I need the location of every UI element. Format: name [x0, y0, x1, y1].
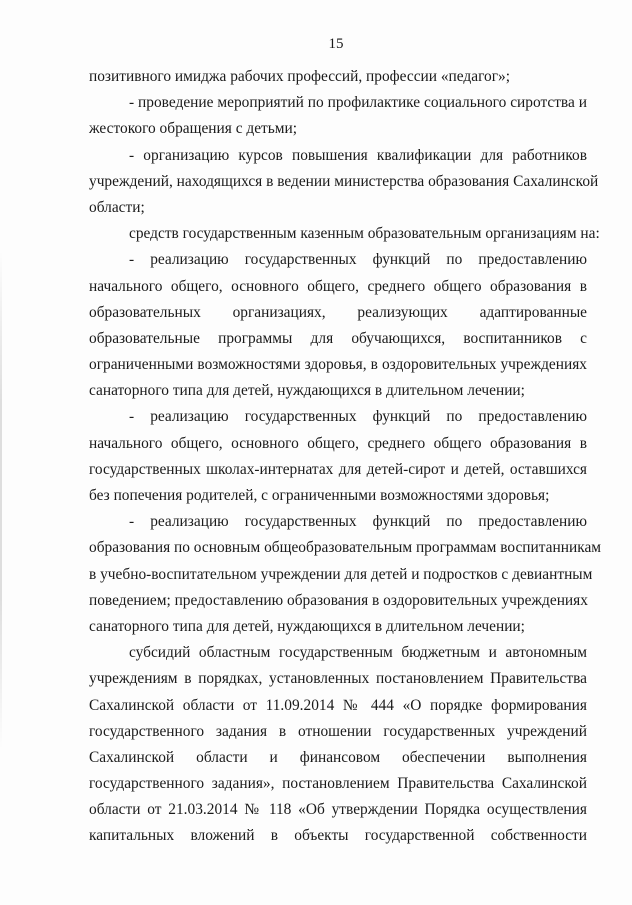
text-line: области;	[89, 198, 145, 216]
text-line: начального общего, основного общего, среднего общего образования в	[89, 277, 587, 295]
text-line: начального общего, основного общего, среднего общего образования в	[89, 434, 587, 452]
text-line: государственных школах-интернатах для детей-сирот и детей, оставшихся	[89, 460, 587, 478]
body-text	[89, 64, 602, 850]
text-line: - организацию курсов повышения квалификации для работников	[129, 146, 587, 164]
text-line: поведением; предоставлению образования в оздоровительных учреждениях	[89, 591, 588, 609]
text-line: в учебно-воспитательном учреждении для детей и подростков с девиантным	[89, 565, 593, 583]
text-line: средств государственным казенным образовательным организациям на:	[129, 225, 600, 243]
text-line: капитальных вложений в объекты государственной собственности	[89, 827, 587, 845]
text-line: ограниченными возможностями здоровья, в оздоровительных учреждениях	[89, 356, 587, 374]
text-line: - проведение мероприятий по профилактике социального сиротства и	[129, 94, 587, 112]
text-line: учреждений, находящихся в ведении министерства образования Сахалинской	[89, 172, 599, 190]
text-line: учреждениям в порядках, установленных постановлением Правительства	[89, 670, 587, 688]
text-line: санаторного типа для детей, нуждающихся в длительном лечении;	[89, 617, 525, 635]
text-line: государственного задания», постановлением Правительства Сахалинской	[89, 775, 587, 793]
text-line: - реализацию государственных функций по предоставлению	[129, 251, 587, 269]
scan-edge-shadow	[0, 250, 2, 750]
text-line: Сахалинской области от 11.09.2014 № 444 «О порядке формирования	[89, 696, 587, 714]
text-line: - реализацию государственных функций по предоставлению	[129, 513, 587, 531]
text-line: санаторного типа для детей, нуждающихся в длительном лечении;	[89, 382, 525, 400]
text-line: - реализацию государственных функций по предоставлению	[129, 408, 587, 426]
text-line: области от 21.03.2014 № 118 «Об утверждении Порядка осуществления	[89, 801, 587, 819]
text-line: без попечения родителей, с ограниченными возможностями здоровья;	[89, 487, 550, 504]
text-line: образовательные программы для обучающихся, воспитанников с	[89, 329, 587, 347]
text-line: государственного задания в отношении государственных учреждений	[89, 722, 587, 740]
text-line: образовательных организациях, реализующих адаптированные	[89, 303, 587, 321]
text-line: образования по основным общеобразовательным программам воспитанникам	[89, 539, 602, 557]
text-line: Сахалинской области и финансовом обеспечении выполнения	[89, 748, 587, 766]
text-line: позитивного имиджа рабочих профессий, профессии «педагог»;	[89, 68, 510, 85]
text-line: жестокого обращения с детьми;	[89, 120, 298, 138]
text-line: субсидий областным государственным бюджетным и автономным	[129, 644, 587, 662]
page-number: 15	[328, 36, 344, 52]
